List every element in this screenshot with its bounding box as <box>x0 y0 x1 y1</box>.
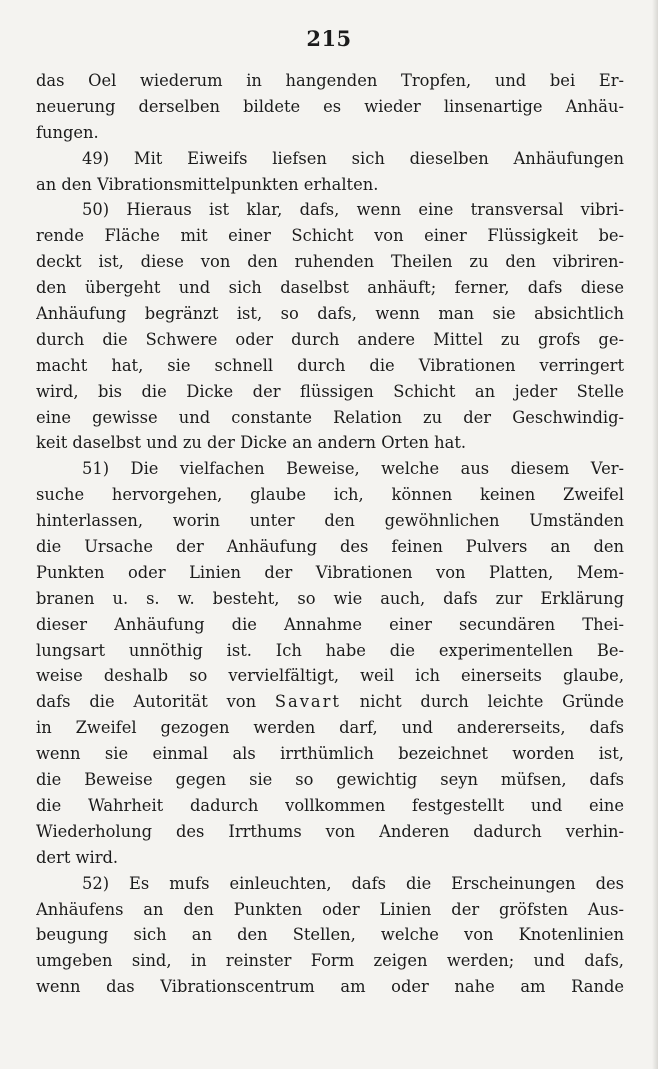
paragraph-52-start: 52) Es mufs einleuchten, dafs die Erscheinungen des <box>82 873 624 893</box>
text-line: die Wahrheit dadurch vollkommen festgestellt und eine <box>36 795 624 815</box>
text-line: branen u. s. w. besteht, so wie auch, dafs zur Erklärung <box>36 588 624 608</box>
page-number: 215 <box>306 26 352 51</box>
text-line: deckt ist, diese von den ruhenden Theilen zu den vibriren- <box>36 252 624 272</box>
text-line: fungen. <box>36 122 99 142</box>
text-line: suche hervorgehen, glaube ich, können keinen Zweifel <box>36 485 624 505</box>
text-fragment: dafs die Autorität von <box>36 692 275 712</box>
text-line: Anhäufens an den Punkten oder Linien der gröfsten Aus- <box>36 899 624 919</box>
text-line: den übergeht und sich daselbst anhäuft; ferner, dafs diese <box>36 278 624 298</box>
text-line: rende Fläche mit einer Schicht von einer Flüssigkeit be- <box>36 226 624 246</box>
text-line: die Beweise gegen sie so gewichtig seyn müfsen, dafs <box>36 770 624 790</box>
paragraph-50-start: 50) Hieraus ist klar, dafs, wenn eine transversal vibri- <box>82 200 624 220</box>
text-line: in Zweifel gezogen werden darf, und andererseits, dafs <box>36 718 624 738</box>
text-line: weise deshalb so vervielfältigt, weil ich einerseits glaube, <box>36 666 624 686</box>
paragraph-49-start: 49) Mit Eiweifs liefsen sich dieselben Anhäufungen <box>82 148 624 168</box>
text-line: macht hat, sie schnell durch die Vibrationen verringert <box>36 355 624 375</box>
paragraph-51-start: 51) Die vielfachen Beweise, welche aus diesem Ver- <box>82 459 624 479</box>
text-line: lungsart unnöthig ist. Ich habe die experimentellen Be- <box>36 640 624 660</box>
text-line: Punkten oder Linien der Vibrationen von Platten, Mem- <box>36 562 624 582</box>
text-line: Wiederholung des Irrthums von Anderen dadurch verhin- <box>36 821 624 841</box>
page-edge-shadow <box>652 0 658 1069</box>
body-text <box>36 68 624 1000</box>
text-line: das Oel wiederum in hangenden Tropfen, und bei Er- <box>36 71 624 90</box>
author-name-savart: Savart <box>274 692 341 712</box>
text-line: eine gewisse und constante Relation zu der Geschwindig- <box>36 407 624 427</box>
text-line: Anhäufung begränzt ist, so dafs, wenn man sie absichtlich <box>36 304 624 324</box>
text-line: dieser Anhäufung die Annahme einer secundären Thei- <box>36 614 624 634</box>
text-line-with-spaced-name <box>36 689 624 715</box>
text-line: durch die Schwere oder durch andere Mittel zu grofs ge- <box>36 329 624 349</box>
text-line: an den Vibrationsmittelpunkten erhalten. <box>36 174 379 194</box>
text-line: wird, bis die Dicke der flüssigen Schicht an jeder Stelle <box>36 381 624 401</box>
text-line: wenn sie einmal als irrthümlich bezeichnet worden ist, <box>36 744 624 764</box>
text-line: beugung sich an den Stellen, welche von Knotenlinien <box>36 925 624 945</box>
text-line: dert wird. <box>36 847 119 867</box>
text-line: die Ursache der Anhäufung des feinen Pulvers an den <box>36 537 624 557</box>
text-line: neuerung derselben bildete es wieder linsenartige Anhäu- <box>36 96 624 116</box>
text-line: umgeben sind, in reinster Form zeigen werden; und dafs, <box>36 951 624 971</box>
text-line: keit daselbst und zu der Dicke an andern Orten hat. <box>36 433 467 453</box>
text-fragment: nicht durch leichte Gründe <box>340 692 624 712</box>
text-line: wenn das Vibrationscentrum am oder nahe am Rande <box>36 977 624 997</box>
text-line: hinterlassen, worin unter den gewöhnlichen Umständen <box>36 511 624 531</box>
